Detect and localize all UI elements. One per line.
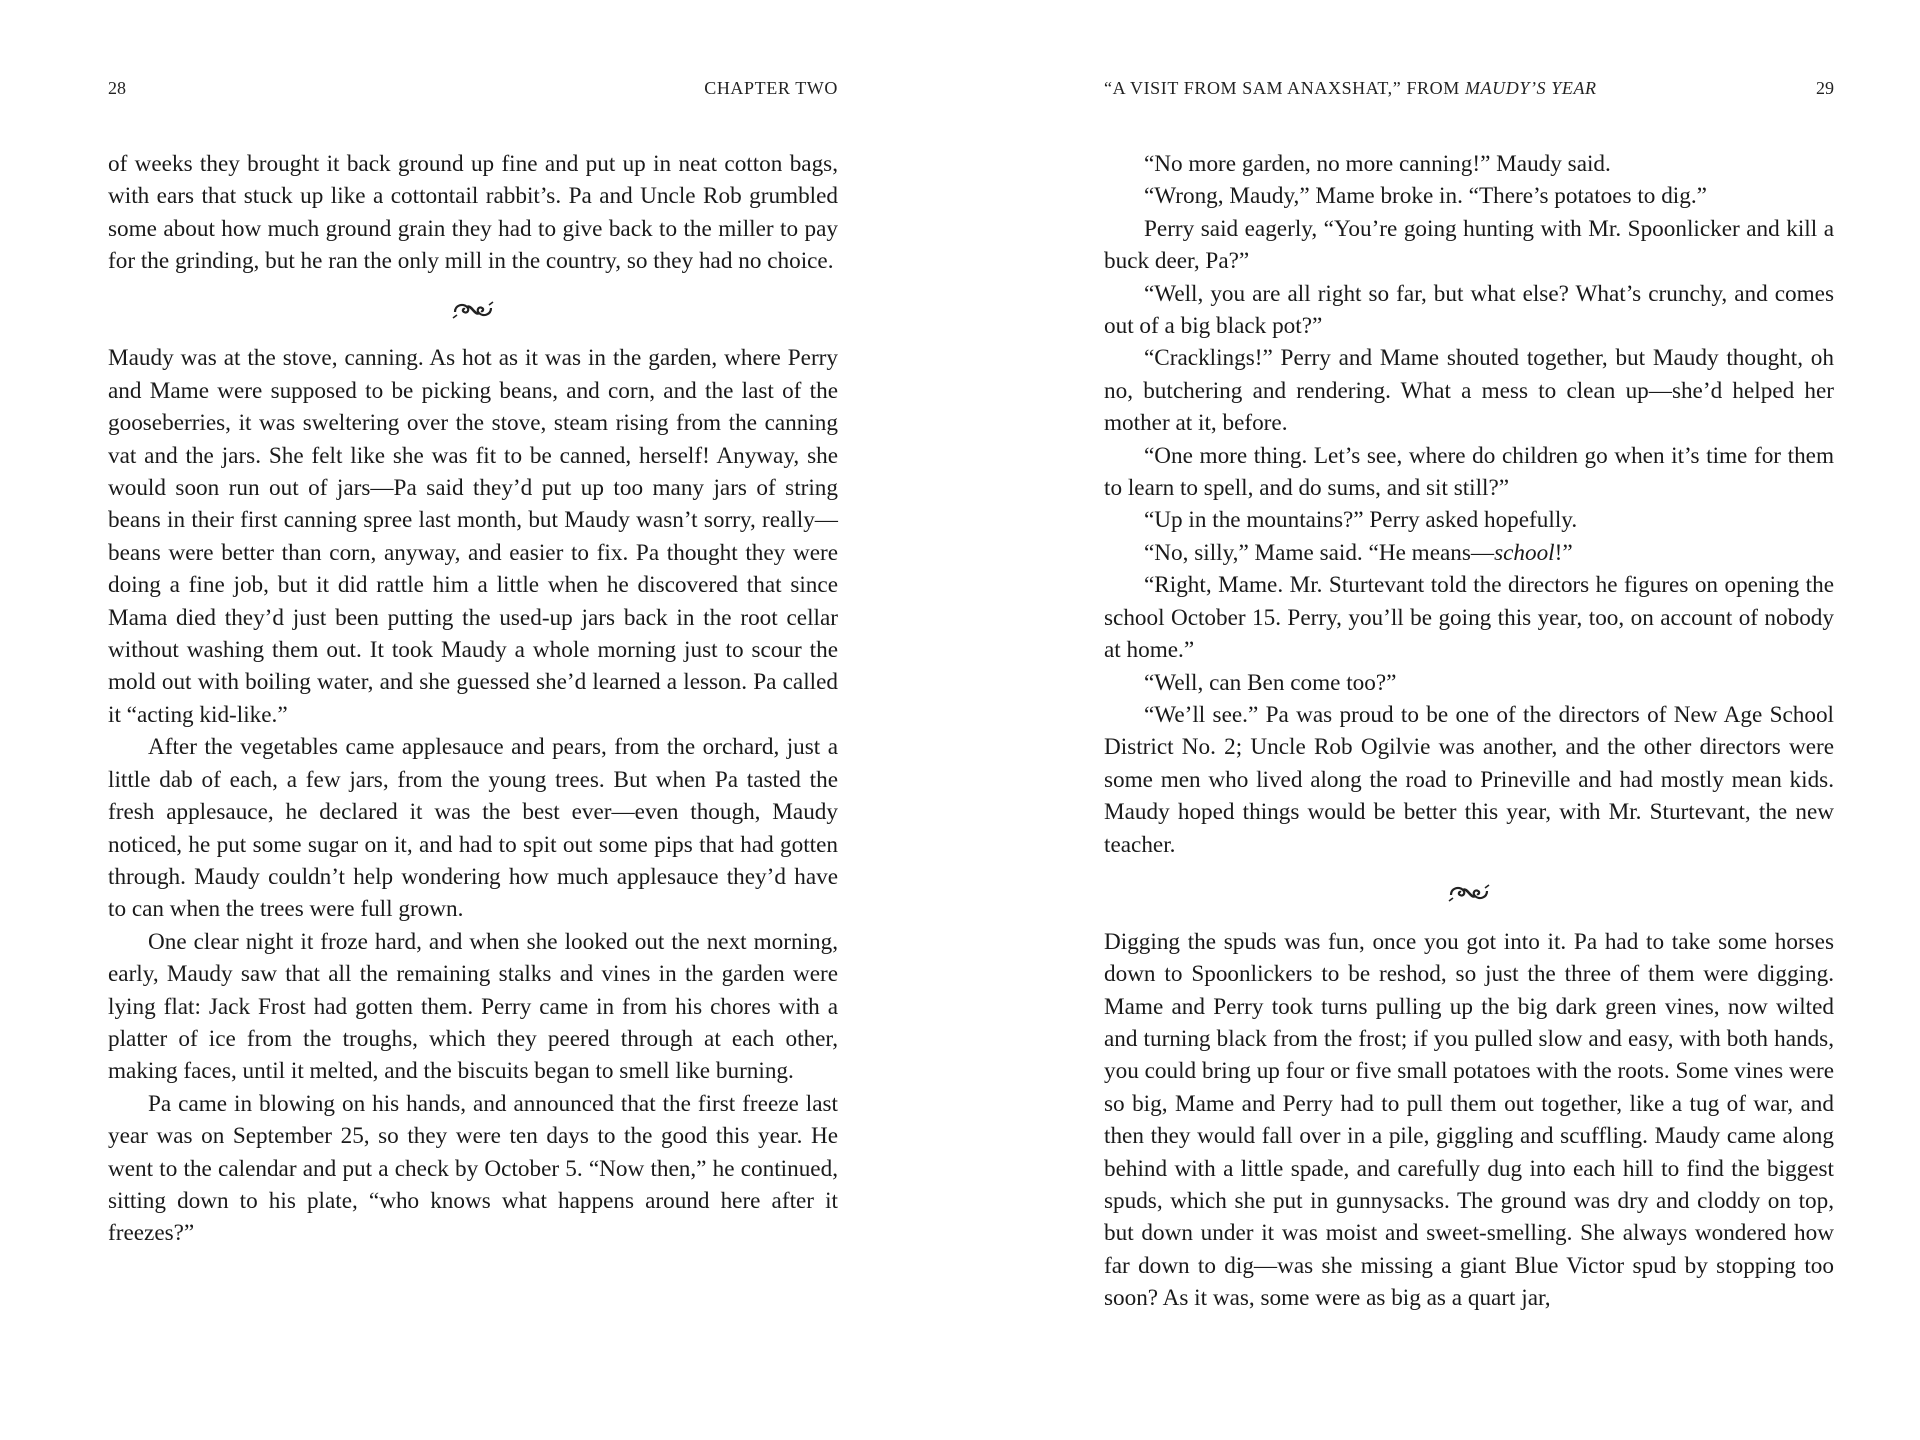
paragraph: “Wrong, Maudy,” Mame broke in. “There’s potatoes to dig.” — [1144, 183, 1707, 210]
paragraph: “No more garden, no more canning!” Maudy said. — [1144, 151, 1611, 177]
right-running-title: “A VISIT FROM SAM ANAXSHAT,” FROM MAUDY’S YEAR — [1104, 78, 1597, 98]
paragraph: After the vegetables came applesauce and pears, from the orchard, just a little dab of each, a few jars, from the young trees. But when Pa tasted the fresh applesauce, he declared it was the best ever—even though, Maudy noticed, he put some sugar on it, and had to spit out some pips that had gotten through. Maudy couldn’t help wondering how much applesauce they’d have to can when the trees were full grown. — [108, 734, 838, 923]
paragraph: “Right, Mame. Mr. Sturtevant told the directors he figures on opening the school October 15. Perry, you’ll be going this year, too, on account of nobody at home.” — [1104, 572, 1834, 664]
scroll-flourish-icon — [1447, 882, 1491, 904]
paragraph: Perry said eagerly, “You’re going hunting with Mr. Spoonlicker and kill a buck deer, Pa?” — [1104, 215, 1834, 275]
paragraph: “Well, can Ben come too?” — [1144, 669, 1397, 696]
left-body-text — [108, 148, 838, 1250]
paragraph: “Cracklings!” Perry and Mame shouted together, but Maudy thought, oh no, butchering and rendering. What a mess to clean up—she’d helped her mother at it, before. — [1104, 345, 1834, 437]
left-page — [108, 0, 838, 1440]
right-page-number: 29 — [1816, 78, 1834, 98]
paragraph: Maudy was at the stove, canning. As hot as it was in the garden, where Perry and Mame were supposed to be picking beans, and corn, and the last of the gooseberries, it was sweltering over the stove, steam rising from the canning vat and the jars. She felt like she was fit to be canned, herself! Anyway, she would soon run out of jars—Pa said they’d put up too many jars of string beans in their first canning spree last month, but Maudy wasn’t sorry, really—beans were better than corn, anyway, and easier to fix. Pa thought they were doing a fine job, but it did rattle him a little when he discovered that since Mama died they’d just been putting the used-up jars back in the root cellar without washing them out. It took Maudy a whole morning just to scour the mold out with boiling water, and she guessed she’d learned a lesson. Pa called it “acting kid-like.” — [108, 345, 838, 728]
paragraph: “No, silly,” Mame said. “He means—school!” — [1144, 539, 1573, 566]
paragraph: “Up in the mountains?” Perry asked hopefully. — [1144, 507, 1578, 534]
paragraph: Digging the spuds was fun, once you got into it. Pa had to take some horses down to Spoonlickers to be reshod, so just the three of them were digging. Mame and Perry took turns pulling up the big dark green vines, now wilted and turning black from the frost; if you pulled slow and easy, with both hands, you could bring up four or five small potatoes with the roots. Some vines were so big, Mame and Perry had to pull them out together, like a tug of war, and then they would fall over in a pile, giggling and scuffling. Maudy came along behind with a little spade, and carefully dug into each hill to find the biggest spuds, which she put in gunnysacks. The ground was dry and cloddy on top, but down under it was moist and sweet-smelling. She always wondered how far down to dig—was she missing a giant Blue Victor spud by stopping too soon? As it was, some were as big as a quart jar, — [1104, 928, 1834, 1312]
left-chapter-title: CHAPTER TWO — [704, 78, 838, 98]
left-running-head — [108, 78, 838, 102]
paragraph: “One more thing. Let’s see, where do children go when it’s time for them to learn to spell, and do sums, and sit still?” — [1104, 442, 1834, 502]
paragraph: “Well, you are all right so far, but what else? What’s crunchy, and comes out of a big black pot?” — [1104, 280, 1834, 340]
paragraph: One clear night it froze hard, and when she looked out the next morning, early, Maudy saw that all the remaining stalks and vines in the garden were lying flat: Jack Frost had gotten them. Perry came in from his chores with a platter of ice from the troughs, which they peered through at each other, making faces, until it melted, and the biscuits began to smell like burning. — [108, 928, 838, 1085]
book-title: MAUDY’S YEAR — [1464, 78, 1597, 98]
section-break-ornament — [108, 278, 838, 343]
right-page — [1104, 0, 1834, 1440]
right-running-head — [1104, 78, 1834, 102]
section-break-ornament — [1104, 861, 1834, 926]
paragraph: Pa came in blowing on his hands, and announced that the first freeze last year was on September 25, so they were ten days to the good this year. He went to the calendar and put a check by October 5. “Now then,” he continued, sitting down to his plate, “who knows what happens around here after it freezes?” — [108, 1090, 838, 1247]
scroll-flourish-icon — [451, 299, 495, 321]
left-page-number: 28 — [108, 78, 126, 98]
right-body-text — [1104, 148, 1834, 1315]
paragraph: of weeks they brought it back ground up fine and put up in neat cotton bags, with ears that stuck up like a cottontail rabbit’s. Pa and Uncle Rob grumbled some about how much ground grain they had to give back to the miller to pay for the grinding, but he ran the only mill in the country, so they had no choice. — [108, 151, 838, 275]
paragraph: “We’ll see.” Pa was proud to be one of the directors of New Age School District No. 2; Uncle Rob Ogilvie was another, and the other directors were some men who lived along the road to Prineville and had mostly mean kids. Maudy hoped things would be better this year, with Mr. Sturtevant, the new teacher. — [1104, 701, 1834, 858]
